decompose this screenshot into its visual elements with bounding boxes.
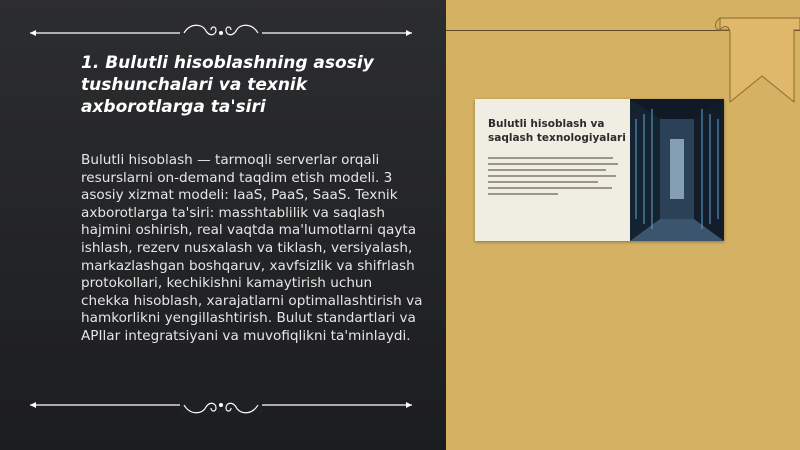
ornament-divider-bottom-icon bbox=[30, 393, 412, 417]
bookmark-ribbon-icon bbox=[714, 14, 800, 104]
ornament-divider-top-icon bbox=[30, 21, 412, 45]
thumbnail-text-line bbox=[488, 175, 616, 177]
slide-thumbnail[interactable] bbox=[475, 99, 724, 241]
thumbnail-text-line bbox=[488, 169, 606, 171]
thumbnail-text-line bbox=[488, 157, 613, 159]
server-room-photo-icon bbox=[630, 99, 724, 241]
thumbnail-title: Bulutli hisoblash va saqlash texnologiyalari bbox=[488, 118, 626, 144]
thumbnail-text-line bbox=[488, 163, 618, 165]
slide-title: 1. Bulutli hisoblashning asosiy tushunchalari va texnik axborotlarga ta'siri bbox=[81, 53, 374, 117]
slide-body-text: Bulutli hisoblash — tarmoqli serverlar orqali resurslarni on-demand taqdim etish modeli. 3 asosiy xizmat modeli: IaaS, PaaS, SaaS. Texnik axborotlarga ta'siri: masshtablilik va saqlash hajmini oshirish, real vaqtda ma'lumotlarni qayta ishlash, rezerv nusxalash va tiklash, versiyalash, markazlashgan boshqaruv, xavfsizlik va shifrlash protokollari, kechikishni kamaytirish uchun chekka hisoblash, xarajatlarni optimallashtirish va hamkorlikni yengillashtirish. Bulut standartlari va APIlar integratsiyani va muvofiqlikni ta'minlaydi. bbox=[81, 152, 423, 344]
thumbnail-text-line bbox=[488, 193, 558, 195]
thumbnail-text-line bbox=[488, 187, 612, 189]
thumbnail-text-line bbox=[488, 181, 598, 183]
